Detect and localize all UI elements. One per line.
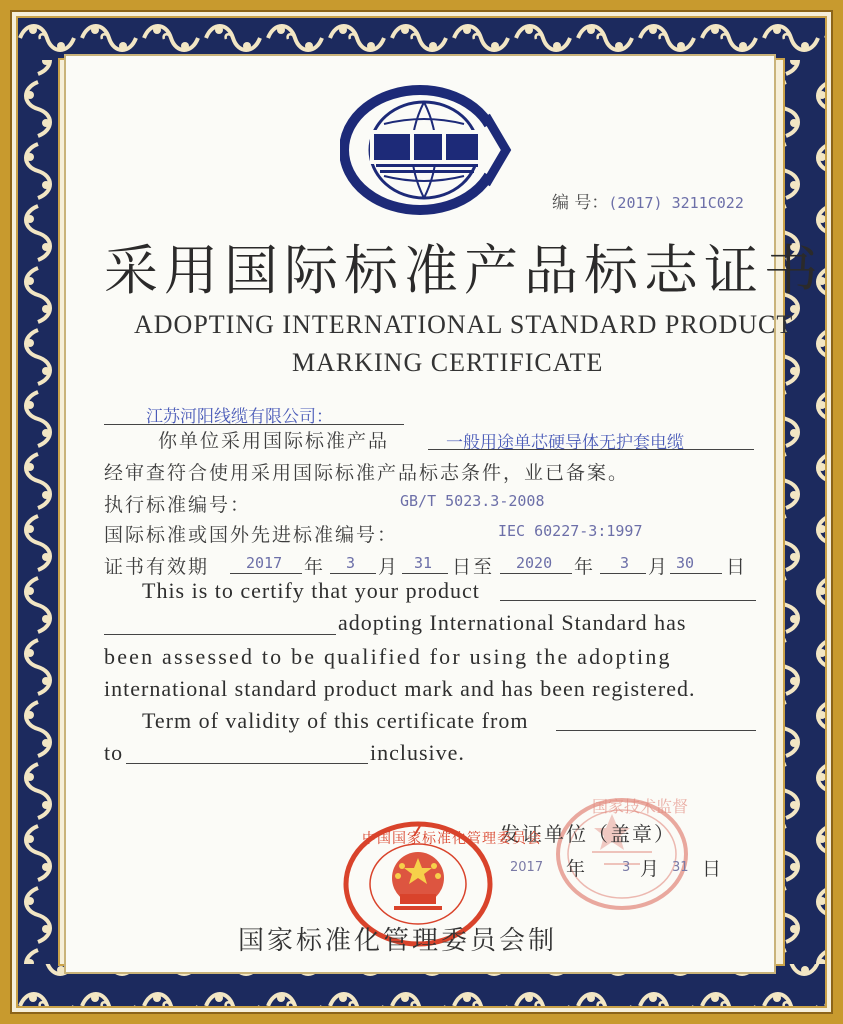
- serial-label: 编 号：: [552, 193, 609, 213]
- product-prefix: 你单位采用国际标准产品: [158, 430, 390, 452]
- validity-start-day: 31: [414, 554, 433, 572]
- validity-label: 证书有效期: [104, 556, 210, 578]
- issue-month: 3: [622, 860, 631, 875]
- unit-month: 月: [378, 556, 400, 578]
- validity-end-month: 3: [620, 554, 630, 572]
- validity-end-day: 30: [676, 554, 695, 572]
- unit-month-2: 月: [648, 556, 670, 578]
- serial-value: (2017) 3211C022: [608, 194, 744, 212]
- validity-start-month: 3: [346, 554, 356, 572]
- issue-unit-month: 月: [640, 858, 660, 880]
- english-line2: adopting International Standard has: [338, 610, 687, 635]
- title-english-line2: MARKING CERTIFICATE: [292, 348, 604, 377]
- validity-end-year: 2020: [516, 554, 553, 572]
- unit-year-2: 年: [574, 556, 596, 578]
- company-name: 江苏河阳线缆有限公司：: [146, 407, 333, 427]
- right-stamp-text: 国家技术监督: [592, 797, 689, 816]
- serial-number: [552, 188, 744, 213]
- english-line1: This is to certify that your product: [142, 578, 480, 603]
- intl-std-label: 国际标准或国外先进标准编号：: [104, 524, 399, 546]
- issue-day: 31: [672, 860, 689, 875]
- issue-unit-year: 年: [566, 858, 586, 880]
- title-english-line1: ADOPTING INTERNATIONAL STANDARD PRODUCT: [134, 310, 794, 339]
- english-line5: Term of validity of this certificate from: [142, 708, 529, 733]
- unit-day-to: 日至: [452, 556, 495, 578]
- english-line6-suffix: inclusive.: [370, 740, 465, 765]
- issue-unit-day: 日: [702, 858, 722, 880]
- english-line6-prefix: to: [104, 740, 124, 765]
- unit-day: 日: [726, 556, 748, 578]
- issue-year: 2017: [510, 860, 544, 875]
- exec-std-value: GB/T 5023.3-2008: [400, 492, 545, 510]
- english-line4: international standard product mark and has been registered.: [104, 676, 696, 701]
- product-value: 一般用途单芯硬导体无护套电缆: [446, 433, 684, 453]
- intl-std-value: IEC 60227-3:1997: [498, 522, 643, 540]
- issuer-label: 发证单位（盖章）: [500, 822, 676, 846]
- title-chinese: 采用国际标准产品标志证书: [104, 239, 824, 302]
- english-line3: been assessed to be qualified for using the adopting: [104, 644, 672, 669]
- unit-year: 年: [304, 556, 326, 578]
- approval-line: 经审查符合使用采用国际标准产品标志条件，业已备案。: [104, 462, 630, 484]
- validity-start-year: 2017: [246, 554, 283, 572]
- footer-issuer-name: 国家标准化管理委员会制: [238, 926, 558, 956]
- exec-std-label: 执行标准编号：: [104, 494, 252, 516]
- national-seal-text: 中国国家标准化管理委员会: [362, 831, 542, 847]
- csc-logo-icon: [340, 84, 512, 216]
